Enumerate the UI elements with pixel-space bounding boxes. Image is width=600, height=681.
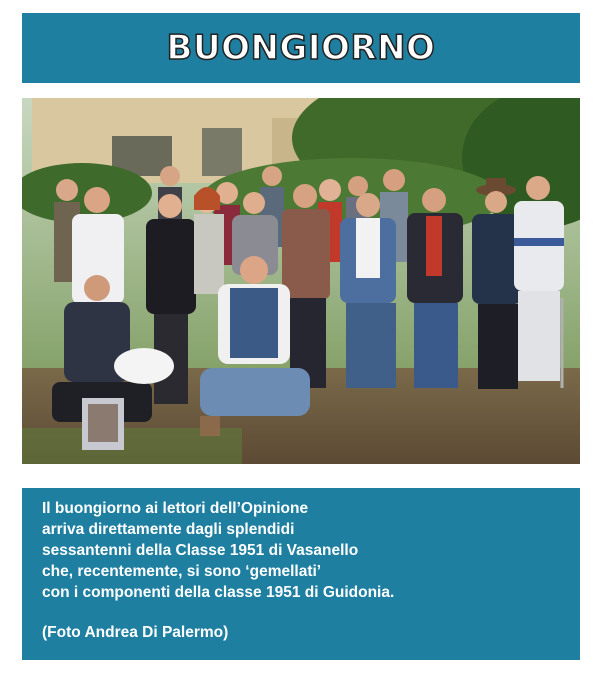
caption-line: arriva direttamente dagli splendidi <box>42 521 295 538</box>
caption-line: che, recentemente, si sono ‘gemellati’ <box>42 563 322 580</box>
caption-line: sessantenni della Classe 1951 di Vasanello <box>42 542 359 559</box>
group-photo-illustration <box>22 98 580 464</box>
group-photo <box>22 98 580 464</box>
page-title: BUONGIORNO <box>166 28 436 68</box>
caption-box <box>22 488 580 660</box>
caption-text <box>42 498 568 603</box>
header-banner <box>22 13 580 83</box>
caption-line: con i componenti della classe 1951 di Guidonia. <box>42 584 395 601</box>
caption-line: Il buongiorno ai lettori dell’Opinione <box>42 500 309 517</box>
photo-credit: (Foto Andrea Di Palermo) <box>42 624 229 641</box>
